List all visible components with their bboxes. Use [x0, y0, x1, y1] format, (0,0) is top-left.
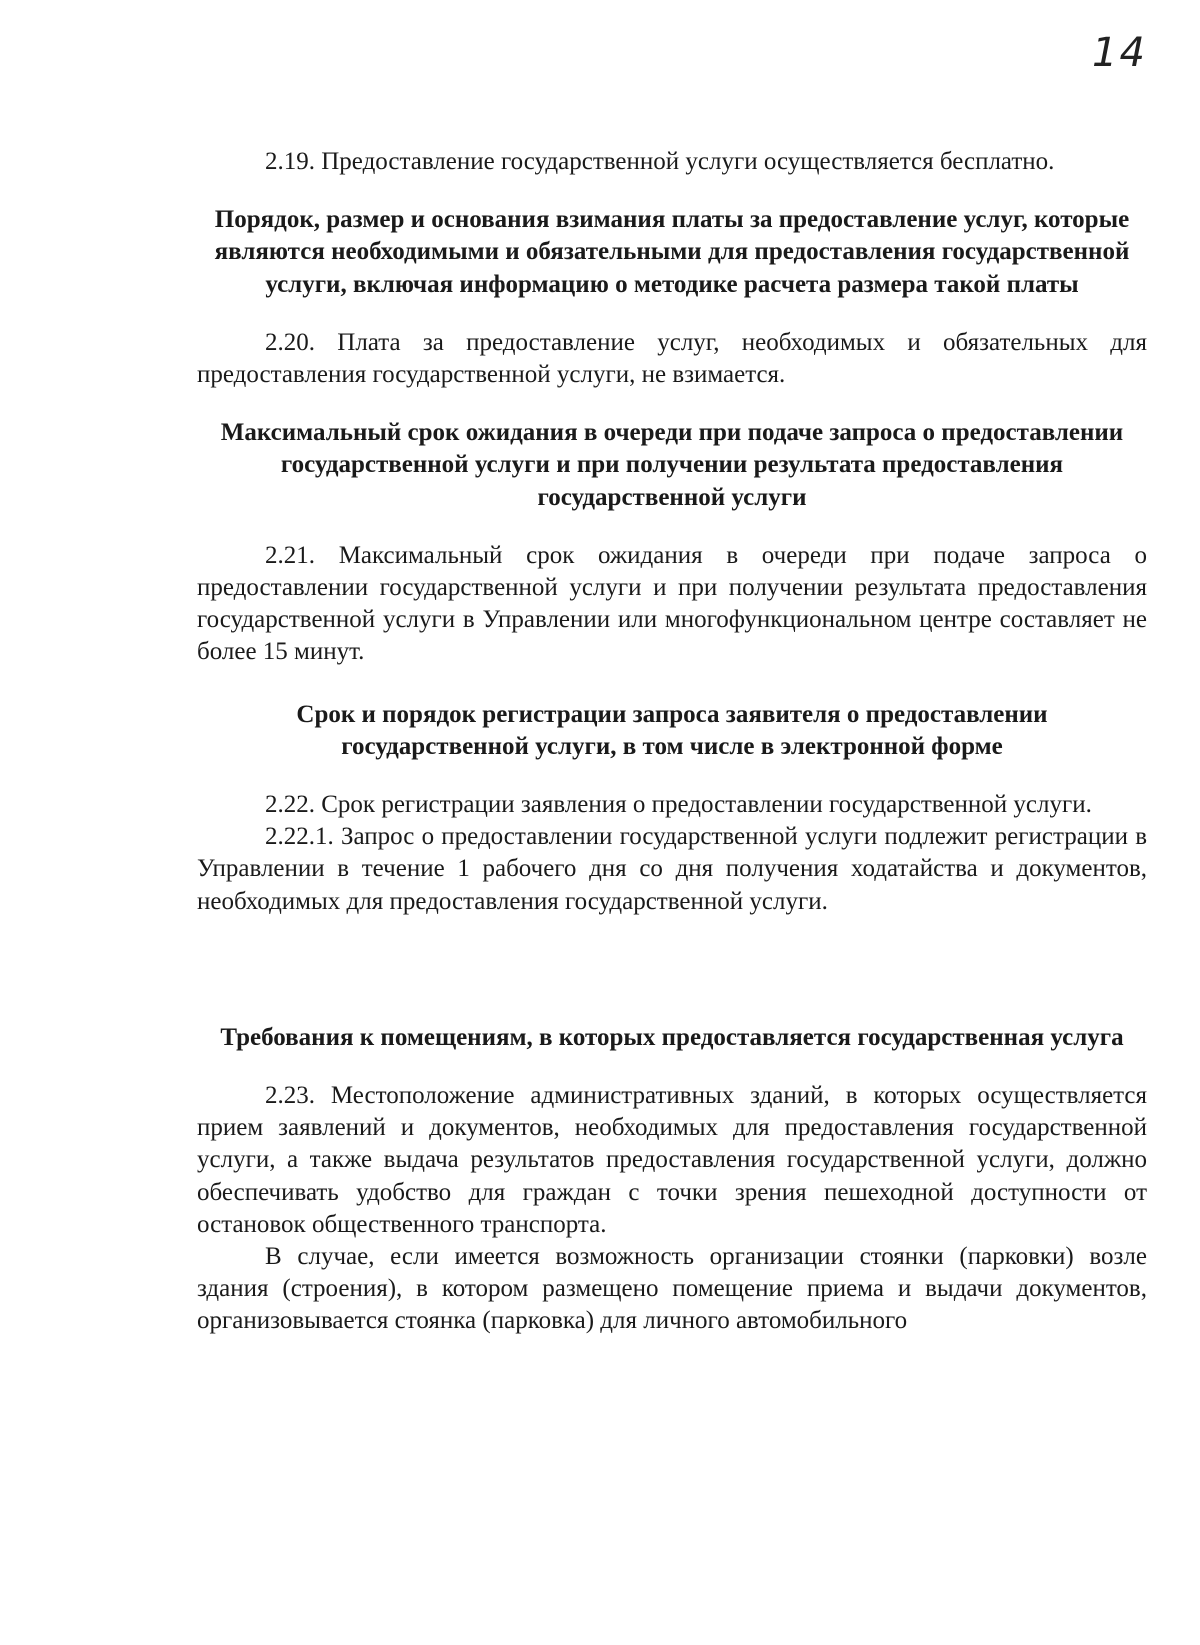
paragraph-parking: В случае, если имеется возможность организации стоянки (парковки) возле здания (строения), в котором размещено помещение приема и выдачи документов, организовывается стоянка (парковка) для личного автомобильного: [197, 1243, 1147, 1335]
page-number: 14: [1092, 30, 1147, 76]
paragraph-2-22-1: 2.22.1. Запрос о предоставлении государственной услуги подлежит регистрации в Управлении в течение 1 рабочего дня со дня получения ходатайства и документов, необходимых для предоставления государственной услуги.: [197, 823, 1147, 915]
paragraph-2-20: 2.20. Плата за предоставление услуг, необходимых и обязательных для предоставления государственной услуги, не взимается.: [197, 328, 1147, 389]
heading-premises-requirements: Требования к помещениям, в которых предоставляется государственная услуга: [220, 1023, 1124, 1051]
paragraph-2-22: 2.22. Срок регистрации заявления о предоставлении государственной услуги.: [265, 791, 1092, 819]
heading-payment-procedure: Порядок, размер и основания взимания платы за предоставление услуг, которые являются необходимыми и обязательными для предоставления государственной услуги, включая информацию о методике расчета размера такой платы: [214, 206, 1130, 298]
paragraph-2-21: 2.21. Максимальный срок ожидания в очереди при подаче запроса о предоставлении государственной услуги и при получении результата предоставления государственной услуги в Управлении или многофункциональном центре составляет не более 15 минут.: [197, 541, 1147, 666]
paragraph-2-23: 2.23. Местоположение административных зданий, в которых осуществляется прием заявлений и документов, необходимых для предоставления государственной услуги, а также выдача результатов предоставления государственной услуги, должно обеспечивать удобство для граждан с точки зрения пешеходной доступности от остановок общественного транспорта.: [197, 1082, 1147, 1238]
paragraph-2-19: 2.19. Предоставление государственной услуги осуществляется бесплатно.: [265, 148, 1055, 175]
heading-max-waiting-time: Максимальный срок ожидания в очереди при подаче запроса о предоставлении государственной услуги и при получении результата предоставления государственной услуги: [220, 419, 1124, 511]
heading-registration-term: Срок и порядок регистрации запроса заявителя о предоставлении государственной услуги, в том числе в электронной форме: [296, 700, 1048, 760]
document-body: [197, 146, 1147, 1338]
